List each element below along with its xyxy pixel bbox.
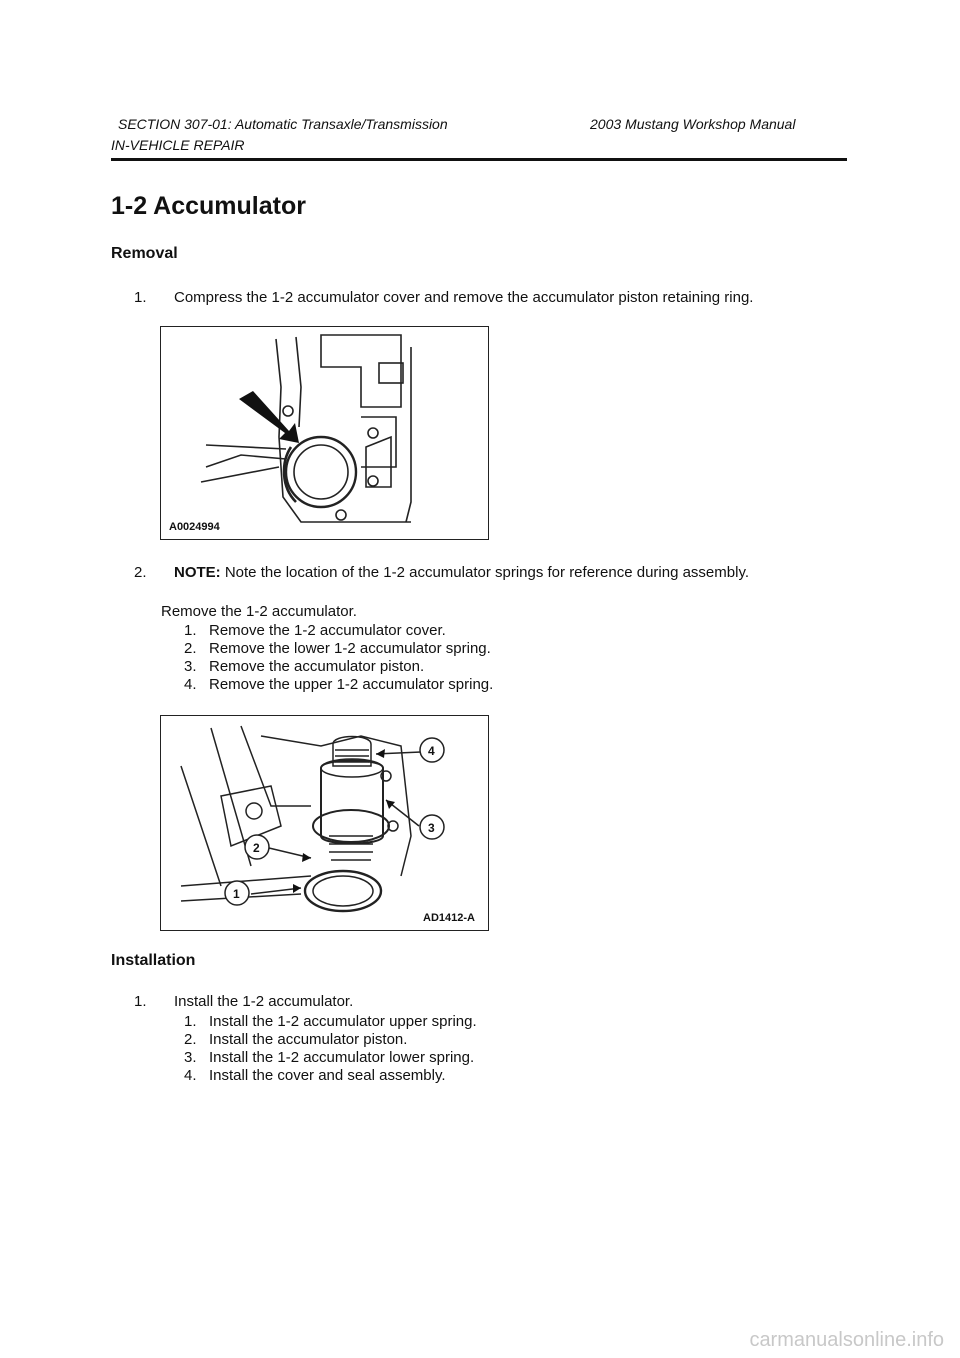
housing-right-edge [406,347,411,522]
callout-arrowhead-1 [293,884,301,893]
substep-number: 4. [184,676,197,693]
accumulator-cover [294,445,348,499]
tool-jaw [201,467,279,482]
header-divider [111,158,847,161]
lower-spring-coils [329,836,373,860]
bolt-hole [368,476,378,486]
substep-text: Remove the upper 1-2 accumulator spring. [209,676,494,693]
removal-substep [184,676,493,693]
housing-line [181,766,221,886]
note-label: NOTE: [174,564,221,581]
installation-heading: Installation [111,952,196,969]
step-number: 1. [134,289,147,306]
figure-accumulator-exploded-drawing [161,716,488,930]
installation-substep [184,1031,407,1048]
removal-substep [184,640,491,657]
removal-substep [184,658,424,675]
callout-arrowhead-2 [302,853,311,862]
figure-accumulator-cover-drawing [161,327,488,539]
bolt-hole [246,803,262,819]
installation-substep [184,1049,474,1066]
substep-text: Install the 1-2 accumulator upper spring. [209,1013,477,1030]
piston-flange [313,810,389,842]
accumulator-piston [321,761,383,844]
removal-step-2 [134,564,749,582]
substep-number: 2. [184,640,197,657]
removal-step-2-text: Remove the 1-2 accumulator. [161,603,357,620]
bolt-hole [336,510,346,520]
housing-upper-boss [321,335,401,407]
step-text: Compress the 1-2 accumulator cover and remove the accumulator piston retaining ring. [174,289,754,306]
housing-edge [296,337,301,427]
step-text: Install the 1-2 accumulator. [174,993,354,1010]
figure-code: AD1412-A [423,912,475,924]
tool-handle [206,455,286,467]
installation-substep [184,1013,477,1030]
figure-accumulator-cover [160,326,489,540]
callout-label-4: 4 [428,744,435,758]
watermark: carmanualsonline.info [749,1329,944,1351]
header-subsection: IN-VEHICLE REPAIR [111,137,245,153]
step-number: 2. [134,564,147,581]
substep-text: Remove the accumulator piston. [209,658,425,675]
substep-number: 1. [184,622,197,639]
substep-number: 4. [184,1067,197,1084]
substep-text: Remove the lower 1-2 accumulator spring. [209,640,491,657]
substep-text: Install the cover and seal assembly. [209,1067,446,1084]
callout-arrowhead-3 [386,800,395,809]
substep-number: 1. [184,1013,197,1030]
removal-step-1 [134,289,753,307]
callout-arrowhead-4 [376,749,385,758]
header-section: SECTION 307-01: Automatic Transaxle/Transmission [118,116,448,132]
page-title: 1-2 Accumulator [111,192,306,220]
figure-accumulator-exploded [160,715,489,931]
removal-substep [184,622,446,639]
installation-step-1 [134,993,353,1011]
accumulator-cover-ring [286,437,356,507]
bolt-hole [283,406,293,416]
bolt-hole [368,428,378,438]
callout-label-2: 2 [253,841,260,855]
substep-text: Install the 1-2 accumulator lower spring. [209,1049,475,1066]
installation-substep [184,1067,446,1084]
valve-body-block [379,363,403,383]
pointer-arrow [239,391,299,443]
substep-text: Remove the 1-2 accumulator cover. [209,622,446,639]
removal-heading: Removal [111,245,178,262]
header-manual-title: 2003 Mustang Workshop Manual [590,116,796,132]
substep-number: 3. [184,1049,197,1066]
tool-handle [206,445,286,449]
accumulator-cover-ring [305,871,381,911]
substep-number: 2. [184,1031,197,1048]
accumulator-cover [313,876,373,906]
note-text: Note the location of the 1-2 accumulator springs for reference during assembly. [220,564,749,581]
callout-label-3: 3 [428,821,435,835]
step-number: 1. [134,993,147,1010]
callout-label-1: 1 [233,887,240,901]
substep-text: Install the accumulator piston. [209,1031,408,1048]
figure-code: A0024994 [169,521,220,533]
substep-number: 3. [184,658,197,675]
